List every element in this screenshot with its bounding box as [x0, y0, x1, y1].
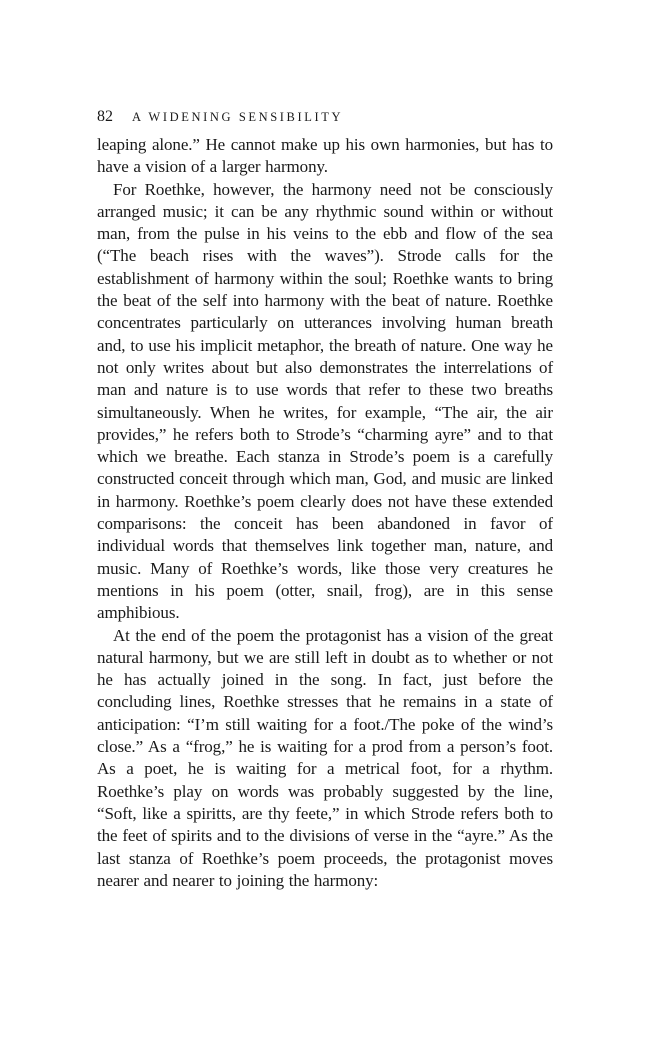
page-number: 82 — [97, 108, 113, 125]
body-text — [97, 134, 553, 892]
paragraph-roethke-harmony: For Roethke, however, the harmony need not be consciously arranged music; it can be any rhythmic sound within or without man, from the pulse in his veins to the ebb and flow of the sea (“The beach rises with the waves”). Strode calls for the establishment of harmony within the soul; Roethke wants to bring the beat of the self into harmony with the beat of nature. Roethke concentrates particularly on utterances involving human breath and, to use his implicit metaphor, the breath of nature. One way he not only writes about but also demonstrates the interrelations of man and nature is to use words that refer to these two breaths simultaneously. When he writes, for example, “The air, the air provides,” he refers both to Strode’s “charming ayre” and to that which we breathe. Each stanza in Strode’s poem is a carefully constructed conceit through which man, God, and music are linked in harmony. Roethke’s poem clearly does not have these extended comparisons: the conceit has been abandoned in favor of individual words that themselves link together man, nature, and music. Many of Roethke’s words, like those very creatures he mentions in his poem (otter, snail, frog), are in this sense amphibious. — [97, 179, 553, 623]
book-page — [97, 108, 553, 892]
paragraph-continuation: leaping alone.” He cannot make up his own harmonies, but has to have a vision of a larger harmony. — [97, 135, 553, 177]
paragraph-end-of-poem: At the end of the poem the protagonist has a vision of the great natural harmony, but we are still left in doubt as to whether or not he has actually joined in the song. In fact, just before the concluding lines, Roethke stresses that he remains in a state of anticipation: “I’m still waiting for a foot./The poke of the wind’s close.” As a “frog,” he is waiting for a prod from a person’s foot. As a poet, he is waiting for a metrical foot, for a rhythm. Roethke’s play on words was probably suggested by the line, “Soft, like a spiritts, are thy feete,” in which Strode refers both to the feet of spirits and to the divisions of verse in the “ayre.” As the last stanza of Roethke’s poem proceeds, the protagonist moves nearer and nearer to joining the harmony: — [97, 625, 553, 890]
running-head — [97, 108, 553, 134]
running-title: A WIDENING SENSIBILITY — [132, 110, 344, 124]
